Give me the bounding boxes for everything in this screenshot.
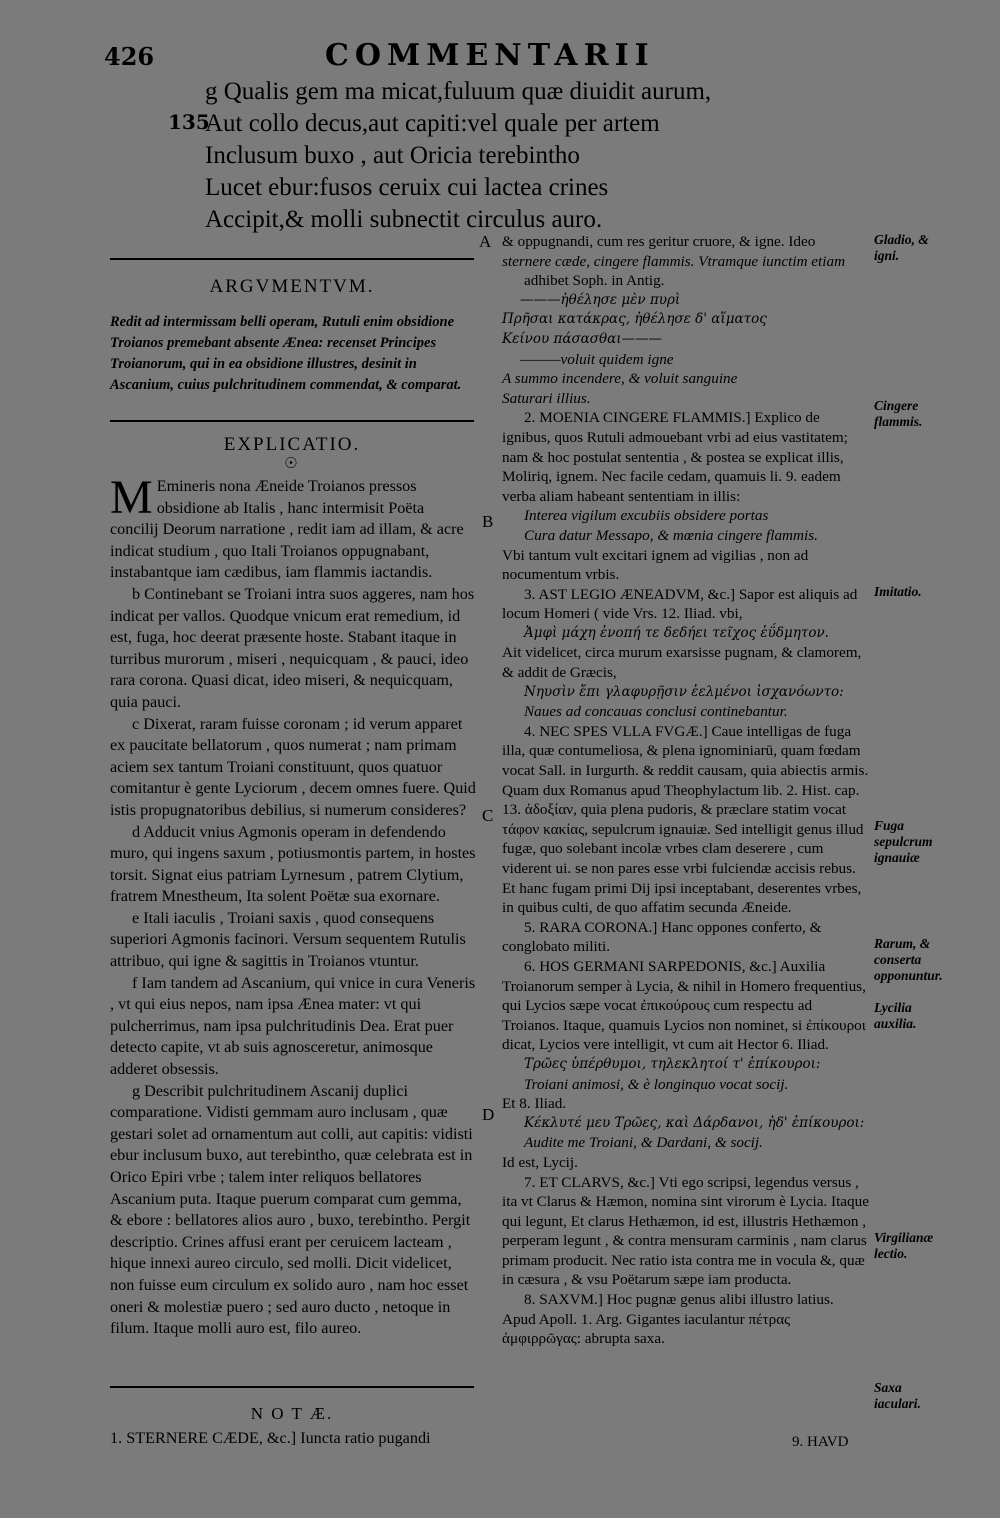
note-line: Audite me Troiani, & Dardani, & socij. bbox=[524, 1134, 763, 1152]
note-line: Vbi tantum vult excitari ignem ad vigilias , non ad nocumentum vrbis. bbox=[502, 546, 809, 584]
note-line: adhibet Soph. in Antig. bbox=[524, 272, 665, 290]
verse-line: Inclusum buxo , aut Oricia terebintho bbox=[205, 142, 580, 169]
margin-letter-d: D bbox=[482, 1105, 495, 1124]
sidenote: Lycilia auxilia. bbox=[874, 1000, 917, 1031]
note-line: Κείνου πάσασθαι——— bbox=[502, 330, 663, 347]
note-line: Κέκλυτέ μευ Τρῶες, καὶ Δάρδανοι, ἠδ' ἐπίκουροι: bbox=[524, 1114, 865, 1131]
note-line: 4. NEC SPES VLLA FVGÆ.] Caue intelligas de fuga illa, quæ contumeliosa, & plena ignominiarū, quam fœdam vocat Sall. in Iurgurth. & reddit causam, quia abiectis armis. Quam dux Romanus apud Theophylactum lib. 2. Hist. cap. 13. ἀδοξίαν, quia plena pudoris, & præclare statim vocat τάφον κακίας, sepulcrum ignauiæ. Sed intelligit genus illud fugæ, quo solebant incolæ vrbes clam deserere , cum viderent ui. se non pares esse vrbi fulciendæ accisis rebus. Et hanc fugam primi Dij ipsi inceptabant, deserentes vrbes, in quibus culti, de quo affatim secunda Æneide. bbox=[502, 722, 869, 917]
running-title: COMMENTARII bbox=[325, 38, 655, 73]
paragraph-d: d Adducit vnius Agmonis operam in defendendo muro, qui ingens saxum , potiusmontis partem, in hostes torsit. Signat eius patriam Lyrnesum , patrem Clytium, fratrem Mnestheum, Ita solent Poëtæ sua exornare. bbox=[110, 822, 476, 906]
sidenote: Virgilianæ lectio. bbox=[874, 1230, 934, 1261]
margin-letter-b: B bbox=[482, 512, 494, 531]
note-line: 5. RARA CORONA.] Hanc oppones conferto, & conglobato militi. bbox=[502, 918, 822, 956]
catchword: 9. HAVD bbox=[792, 1434, 849, 1450]
explicatio-title: EXPLICATIO. bbox=[223, 434, 361, 455]
paragraph-g: g Describit pulchritudinem Ascanij duplici comparatione. Vidisti gemmam auro inclusam , quæ gestari solet ad ornamentum aut colli, aut capitis: vidisti ebur inclusum buxo, aut terebintho, quæ celebrata est in Orico Epiri vrbe ; talem inter reliquos bellatores Ascanium puta. Itaque puerum comparat cum gemma, & ebore : bellatores alios auro , buxo, terebintho. Pergit descriptio. Crines affusi erant per ceruicem lacteam , hique innexi aureo circulo, sed molli. Dicit videlicet, non fuisse eum circulum ex solido auro , nam hoc esset oneri & molestiæ puero ; sed auro ducto , netoque in filum. Itaque molli auro est, filo aureo. bbox=[110, 1081, 473, 1338]
explicatio-mark: ☉ bbox=[284, 456, 300, 472]
note-line: Et 8. Iliad. bbox=[502, 1095, 567, 1113]
note-line: 3. AST LEGIO ÆNEADVM, &c.] Sapor est aliquis ad locum Homeri ( vide Vrs. 12. Iliad. vbi, bbox=[502, 585, 858, 623]
verse-line: g Qualis gem ma micat,fuluum quæ diuidit aurum, bbox=[205, 78, 712, 105]
paragraph-b: b Continebant se Troiani intra suos aggeres, nam hos indicat per vallos. Quodque vnicum erat remedium, id est, fuga, hoc deerat præsente hoste. Stabant itaque in turribus murorum , miseri , nequicquam , & pauci, ideo rara corona. Quasi dicat, ideo miseri, & nequicquam, quia pauci. bbox=[110, 584, 475, 711]
paragraph-text: Emineris nona Æneide Troianos pressos obsidione ab Italis , hanc intermisit Poëta concilij Deorum narratione , redit iam ad illam, & acre indicat studium , quo Itali Troianos oppugnabant, instabantque iam cædibus, iam flammis iactandis. bbox=[110, 477, 464, 582]
verse-block bbox=[205, 76, 765, 236]
note-line: Interea vigilum excubiis obsidere portas bbox=[524, 507, 769, 525]
sidenote: Gladio, & igni. bbox=[874, 232, 929, 263]
note-line: Id est, Lycij. bbox=[502, 1153, 578, 1171]
sidenote: Fuga sepulcrum ignauiæ bbox=[874, 818, 933, 865]
argumentum-text: Redit ad intermissam belli operam, Rutuli enim obsidione Troianos premebant absente Ænea: recenset Principes Troianorum, qui in ea obsidione illustres, desinit in Ascanium, cuius pulchritudinem commendat, & comparat. bbox=[110, 314, 462, 393]
note-line: Saturari illius. bbox=[502, 389, 591, 407]
sidenote: Cingere flammis. bbox=[874, 398, 923, 429]
verse-line: Lucet ebur:fusos ceruix cui lactea crines bbox=[205, 174, 609, 201]
page-number: 426 bbox=[104, 42, 155, 71]
verse-line-number: 135 bbox=[168, 110, 210, 134]
note-line: Naues ad concauas conclusi continebantur. bbox=[524, 703, 788, 721]
note-line: Ait videlicet, circa murum exarsisse pugnam, & clamorem, & addit de Græcis, bbox=[502, 644, 862, 682]
note-line: 7. ET CLARVS, &c.] Vti ego scripsi, legendus versus , ita vt Clarus & Hæmon, nomina sint virorum è Lycia. Itaque qui legunt, Et clarus Hethæmon, id est, illustris Hethæmon , perperam legunt , & contra mensuram carminis , nam clarus primam producit. Nec ratio ista contra me in vocula &, quæ in cæsura , & vsu Poëtarum sæpe iam producta. bbox=[502, 1173, 869, 1289]
note-line: & oppugnandi, cum res geritur cruore, & igne. Ideo bbox=[502, 233, 816, 250]
notes-body bbox=[502, 232, 870, 1349]
notae-title: N O T Æ. bbox=[250, 1404, 334, 1423]
rule bbox=[110, 258, 474, 260]
note-line: Πρῆσαι κατάκρας, ἠθέλησε δ' αἵματος bbox=[502, 311, 767, 328]
note-line: sternere cæde, cingere flammis. Vtramque iunctim etiam bbox=[502, 252, 846, 270]
verse-line: Accipit,& molli subnectit circulus auro. bbox=[205, 206, 603, 233]
note-line: ———voluit quidem igne bbox=[520, 350, 674, 368]
note-line: Νηυσὶν ἔπι γλαφυρῇσιν ἐελμένοι ἰσχανόωντο: bbox=[524, 683, 844, 700]
paragraph-e: e Itali iaculis , Troiani saxis , quod consequens superiori Agmonis facinori. Versum sequentem Rutulis attribuo, qui igne & sagittis in Troianos vtuntur. bbox=[110, 908, 466, 971]
notae-first-note: 1. STERNERE CÆDE, &c.] Iuncta ratio pugandi bbox=[110, 1429, 431, 1447]
note-line: Troiani animosi, & è longinquo vocat socij. bbox=[524, 1075, 789, 1093]
note-line: 8. SAXVM.] Hoc pugnæ genus alibi illustro latius. Apud Apoll. 1. Arg. Gigantes iaculantur πέτρας ἀμφιρρῶγας: abrupta saxa. bbox=[502, 1291, 834, 1348]
sidenote: Saxa iaculari. bbox=[874, 1380, 921, 1411]
note-line: Cura datur Messapo, & mœnia cingere flammis. bbox=[524, 526, 818, 544]
verse-line: Aut collo decus,aut capiti:vel quale per artem bbox=[205, 110, 660, 137]
note-line: ———ἠθέλησε μὲν πυρὶ bbox=[520, 291, 681, 308]
paragraph-f: f Iam tandem ad Ascanium, qui vnice in cura Veneris , vt qui eius nepos, nam ipsa Ænea mater: vt qui pulcherrimus, nam ipsa pulchritudinis Dea. Erat puer detecto capite, vt ab suis agnosceretur, animosque adderet obsessis. bbox=[110, 973, 476, 1079]
margin-letter-c: C bbox=[482, 806, 494, 825]
paragraph-c: c Dixerat, raram fuisse coronam ; id verum apparet ex paucitate bellatorum , quos numerat ; nam primam aciem sex tantum Troiani constituunt, quos quatuor comitantur è gente Lyciorum , decem omnes fuere. Quid istis propugnatoribus debilius, si numerum consideres? bbox=[110, 714, 476, 819]
argumentum-title: ARGVMENTVM. bbox=[209, 276, 375, 297]
note-line: 2. MOENIA CINGERE FLAMMIS.] Explico de ignibus, quos Rutuli admouebant vrbi ad eius vastitatem; nam & hoc postulat sententia , & postea se explicat illis, Moliriq, ignem. Nec facile cedam, quamuis li. 9. eadem verba aliam habeant sententiam in illis: bbox=[502, 409, 848, 505]
note-line: Τρῶες ὑπέρθυμοι, τηλεκλητοί τ' ἐπίκουροι: bbox=[524, 1055, 821, 1072]
note-line: A summo incendere, & voluit sanguine bbox=[502, 370, 738, 388]
note-line: Ἀμφὶ μάχη ἐνοπή τε δεδήει τεῖχος ἐΰδμητον. bbox=[524, 624, 829, 641]
rule bbox=[110, 420, 474, 422]
paragraph-a bbox=[110, 471, 476, 584]
sidenote: Imitatio. bbox=[874, 584, 922, 599]
explicatio-body bbox=[110, 471, 476, 1340]
rule bbox=[110, 1386, 474, 1388]
margin-letter-a: A bbox=[479, 232, 492, 251]
note-line: 6. HOS GERMANI SARPEDONIS, &c.] Auxilia Troianorum semper à Lycia, & nihil in Homero frequentius, qui Lycios sæpe vocat ἐπικούρους cum respectu ad Troianos. Itaque, quamuis Lycios non nominet, si ἐπίκουροι dicat, Lycios vere intelligit, vt cum ait Hector 6. Iliad. bbox=[502, 957, 866, 1054]
drop-cap: M bbox=[110, 471, 153, 524]
sidenote: Rarum, & conserta opponuntur. bbox=[874, 936, 943, 983]
